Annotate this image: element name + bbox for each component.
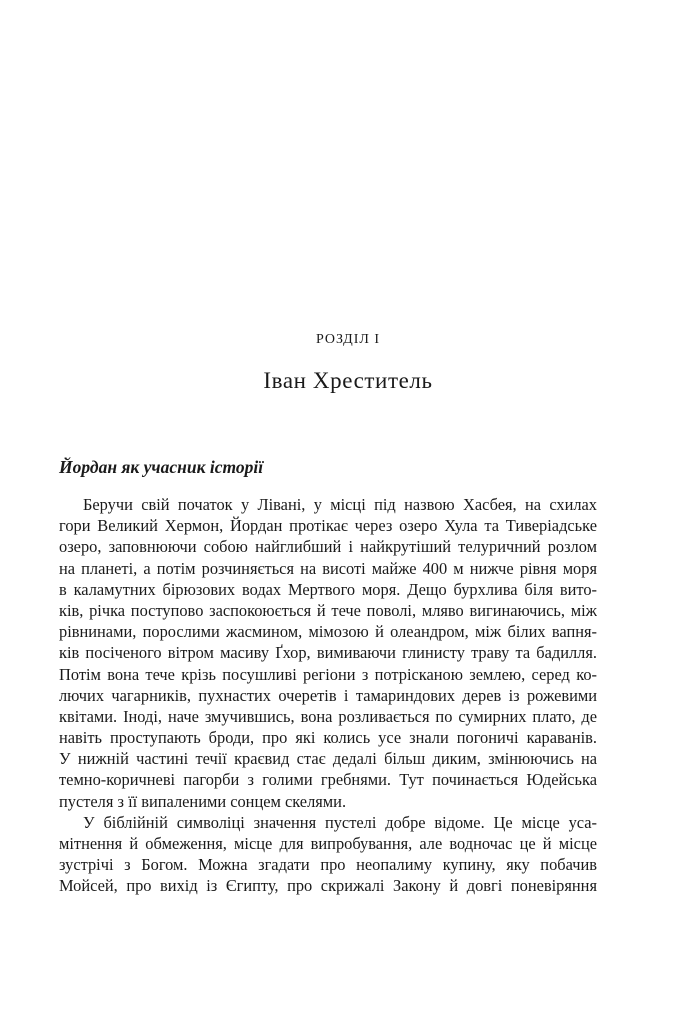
paragraph-2-line: зустрічі з Богом. Можна згадати про неопалиму купину, яку побачив [59,855,597,875]
paragraph-1-line: лючих чагарників, пухнастих очеретів і тамариндових дерев із рожевими [59,685,597,705]
paragraph-1-line: пустеля з її випаленими сонцем скелями. [59,791,347,811]
paragraph-1-line: Потім вона тече крізь посушливі регіони з потрісканою землею, серед ко- [59,664,597,684]
section-heading: Йордан як учасник історії [59,457,264,477]
paragraph-2-line: мітнення й обмеження, місце для випробування, але водночас це й місце [59,834,597,853]
paragraph-2-line: У біблійній символіці значення пустелі добре відоме. Це місце уса- [83,812,597,832]
paragraph-1-line: квітами. Іноді, наче змучившись, вона розливається по сумирних плато, де [59,706,597,726]
paragraph-1-line: Беручи свій початок у Лівані, у місці під назвою Хасбея, на схилах [83,495,597,514]
chapter-label: РОЗДІЛ І [315,332,381,347]
paragraph-1-line: У нижній частині течії краєвид стає дедалі більш диким, змінюючись на [59,749,597,769]
paragraph-1-line: озеро, заповнюючи собою найглибший і найкрутіший телуричний розлом [59,537,597,557]
paragraph-1-line: на планеті, а потім розчиняється на висоті майже 400 м нижче рівня моря [59,558,597,578]
paragraph-1-line: ків посіченого вітром масиву Ґхор, вимиваючи глинисту траву та бадилля. [59,643,597,663]
paragraph-2-line: Мойсей, про вихід із Єгипту, про скрижалі Закону й довгі поневіряння [59,876,597,896]
chapter-title: Іван Хреститель [263,368,433,393]
paragraph-1-line: темно-коричневі пагорби з голими гребнями. Тут починається Юдейська [59,770,597,790]
paragraph-1-line: в каламутних бірюзових водах Мертвого моря. Дещо бурхлива біля вито- [59,579,597,599]
paragraph-1-line: навіть проступають броди, про які колись усе знали погоничі караванів. [59,728,597,748]
body-text [59,494,597,897]
paragraph-1-line: рівнинами, порослими жасмином, мімозою й олеандром, між білих вапня- [59,622,597,642]
paragraph-1-line: ків, річка поступово заспокоюється й тече поволі, мляво вигинаючись, між [59,600,597,620]
paragraph-1-line: гори Великий Хермон, Йордан протікає через озеро Хула та Тиверіадське [59,516,597,536]
